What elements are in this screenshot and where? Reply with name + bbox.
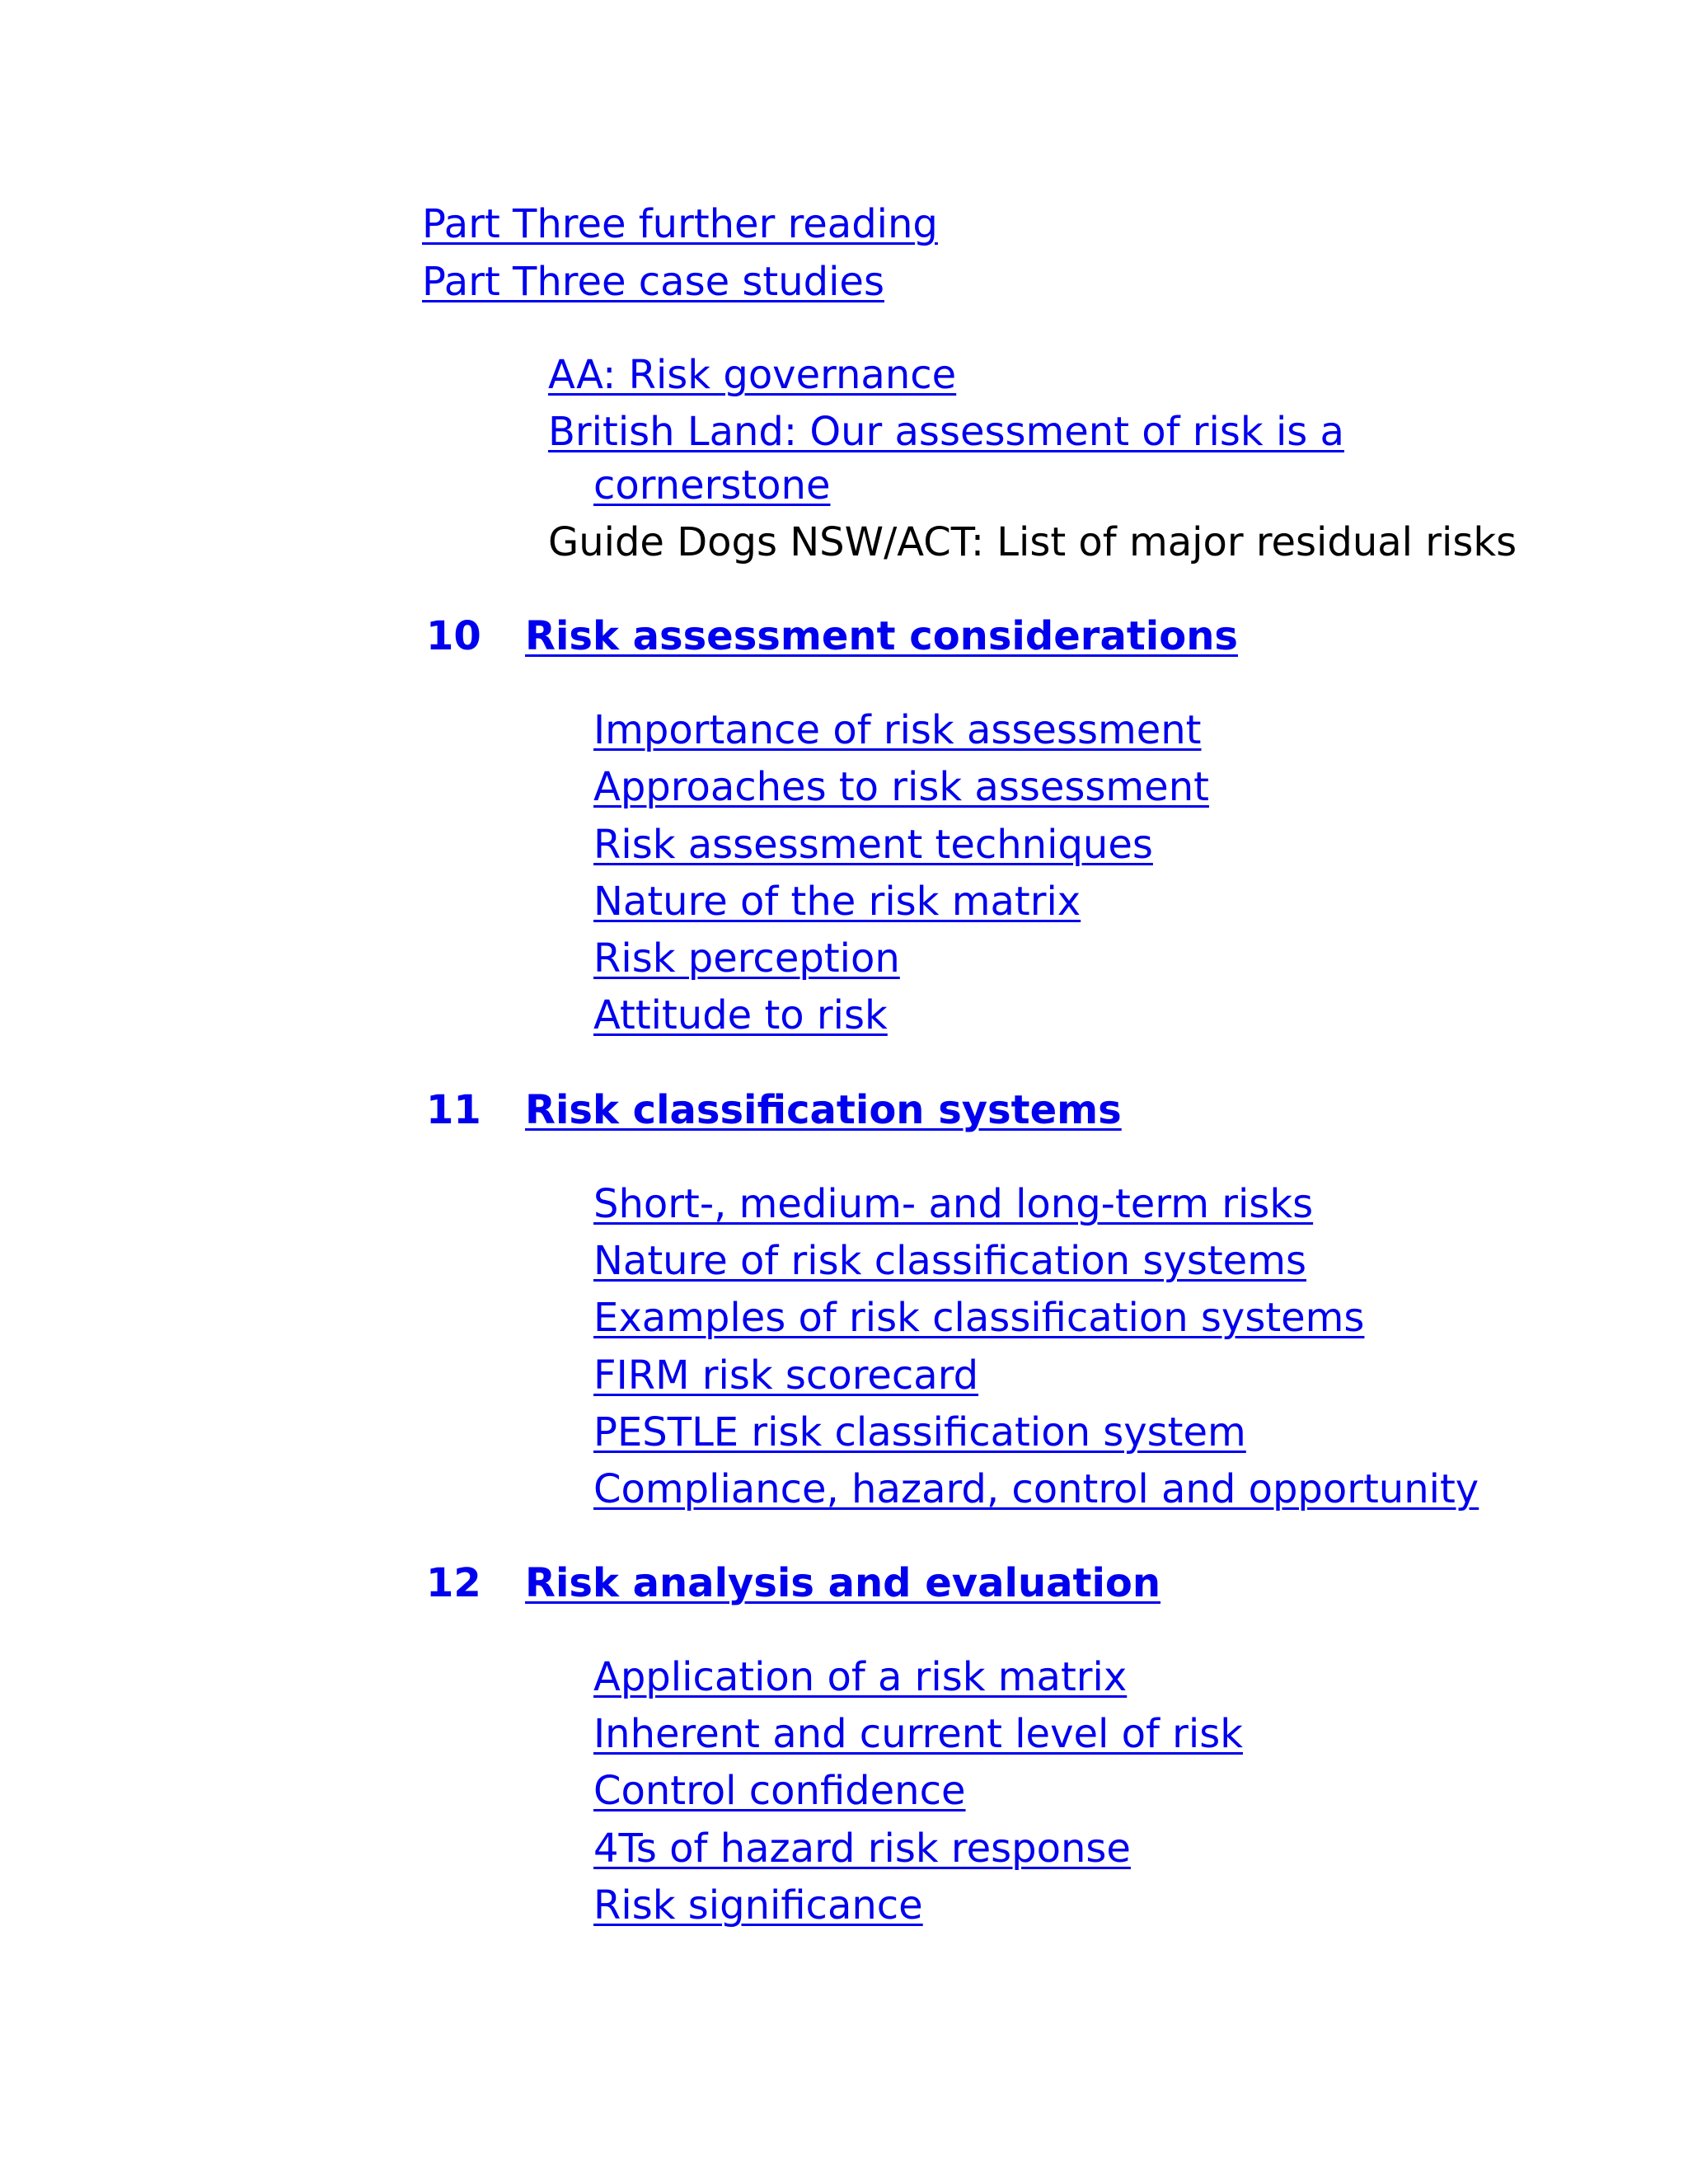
section-link[interactable]: Compliance, hazard, control and opportunity bbox=[593, 1466, 1479, 1512]
chapter-11-link[interactable] bbox=[426, 1087, 1122, 1133]
chapter-heading bbox=[426, 1558, 1160, 1608]
section-link[interactable]: Application of a risk matrix bbox=[593, 1654, 1128, 1700]
chapter-heading bbox=[426, 1085, 1122, 1135]
section-link[interactable]: Risk assessment techniques bbox=[593, 822, 1153, 868]
chapter-title: Risk analysis and evaluation bbox=[525, 1560, 1161, 1606]
toc-entry bbox=[593, 820, 1153, 869]
toc-entry bbox=[593, 1236, 1306, 1286]
toc-entry bbox=[593, 461, 830, 510]
section-link[interactable]: Importance of risk assessment bbox=[593, 707, 1202, 753]
section-link[interactable]: Approaches to risk assessment bbox=[593, 764, 1209, 810]
toc-entry bbox=[593, 1652, 1127, 1702]
section-link[interactable]: Short-, medium- and long-term risks bbox=[593, 1181, 1314, 1227]
toc-entry bbox=[593, 877, 1081, 926]
case-study-link-continuation[interactable]: cornerstone bbox=[593, 462, 831, 509]
section-link[interactable]: 4Ts of hazard risk response bbox=[593, 1825, 1131, 1872]
chapter-number: 12 bbox=[426, 1560, 481, 1606]
case-study-text: Guide Dogs NSW/ACT: List of major residual risks bbox=[548, 519, 1517, 565]
section-link[interactable]: Risk perception bbox=[593, 935, 900, 982]
toc-entry bbox=[548, 518, 1517, 567]
section-link[interactable]: Examples of risk classification systems bbox=[593, 1295, 1365, 1341]
section-link[interactable]: Nature of risk classification systems bbox=[593, 1238, 1306, 1284]
toc-entry bbox=[593, 705, 1201, 755]
toc-entry bbox=[593, 1881, 923, 1930]
toc-entry bbox=[593, 1766, 966, 1816]
toc-entry bbox=[593, 1351, 978, 1400]
toc-entry bbox=[593, 762, 1209, 812]
toc-entry bbox=[593, 934, 900, 983]
case-study-link[interactable]: AA: Risk governance bbox=[548, 352, 957, 398]
section-link[interactable]: FIRM risk scorecard bbox=[593, 1352, 979, 1399]
chapter-heading bbox=[426, 612, 1238, 661]
chapter-12-link[interactable] bbox=[426, 1560, 1160, 1606]
section-link[interactable]: Nature of the risk matrix bbox=[593, 879, 1081, 925]
toc-entry bbox=[422, 257, 884, 307]
chapter-10-link[interactable] bbox=[426, 613, 1238, 659]
toc-entry bbox=[593, 1824, 1131, 1873]
chapter-title: Risk assessment considerations bbox=[525, 613, 1238, 659]
chapter-number: 10 bbox=[426, 613, 481, 659]
part-three-further-reading-link[interactable]: Part Three further reading bbox=[422, 201, 938, 247]
chapter-number: 11 bbox=[426, 1087, 481, 1133]
toc-entry bbox=[593, 1408, 1246, 1457]
part-three-case-studies-link[interactable]: Part Three case studies bbox=[422, 259, 884, 305]
section-link[interactable]: Control confidence bbox=[593, 1768, 966, 1814]
section-link[interactable]: Inherent and current level of risk bbox=[593, 1711, 1244, 1757]
toc-entry bbox=[548, 350, 956, 400]
section-link[interactable]: Risk significance bbox=[593, 1882, 923, 1929]
section-link[interactable]: Attitude to risk bbox=[593, 992, 888, 1038]
toc-entry bbox=[593, 1293, 1364, 1343]
section-link[interactable]: PESTLE risk classification system bbox=[593, 1409, 1246, 1455]
toc-entry bbox=[593, 991, 888, 1040]
case-study-link[interactable]: British Land: Our assessment of risk is a bbox=[548, 409, 1344, 455]
toc-entry bbox=[422, 199, 938, 249]
toc-entry bbox=[593, 1465, 1479, 1514]
chapter-title: Risk classification systems bbox=[525, 1087, 1122, 1133]
toc-entry bbox=[593, 1709, 1243, 1759]
toc-entry bbox=[548, 407, 1344, 457]
toc-entry bbox=[593, 1179, 1313, 1229]
